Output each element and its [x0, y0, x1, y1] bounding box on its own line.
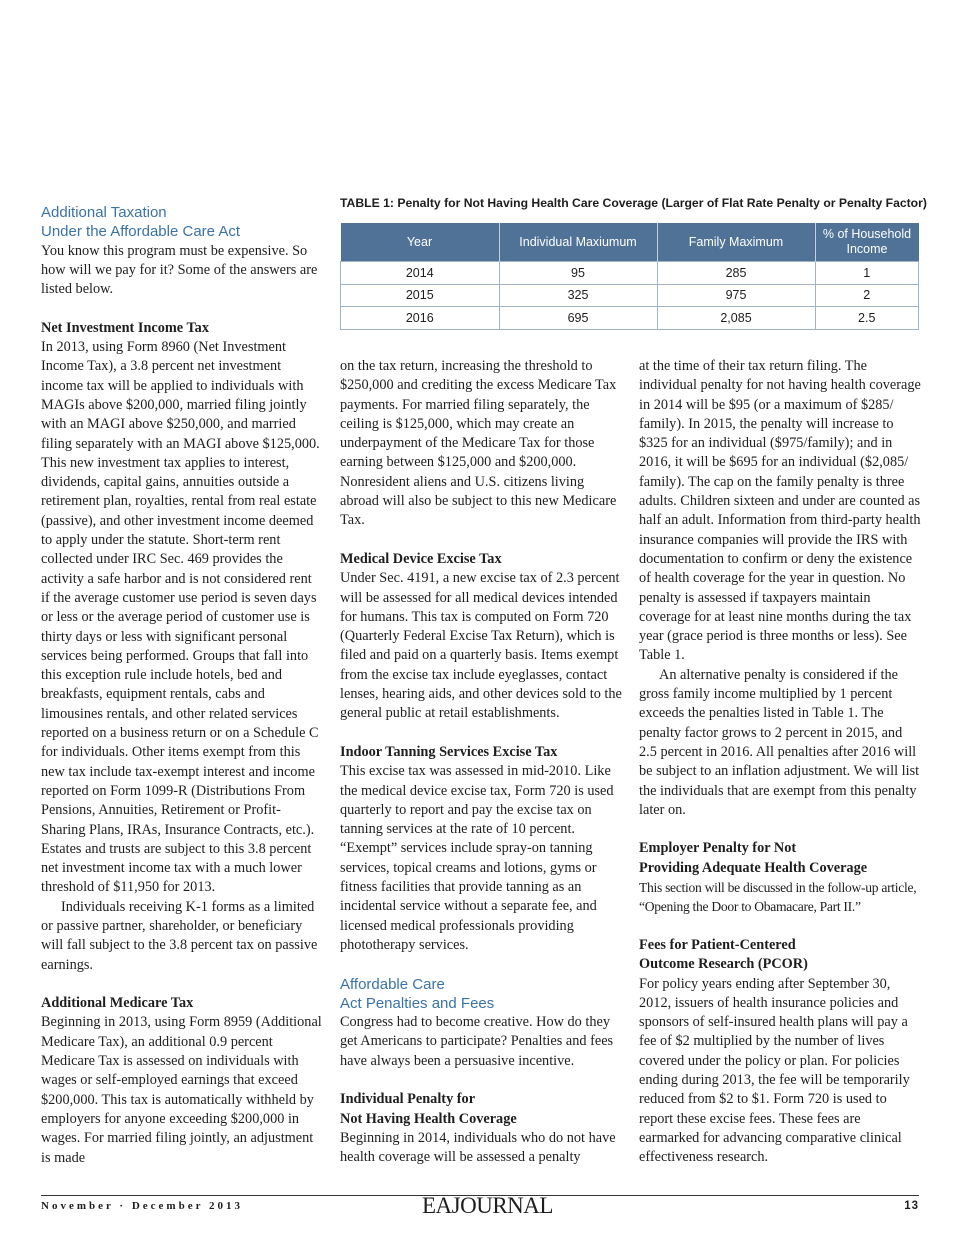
- pcor-paragraph: For policy years ending after September 30, 2012, issuers of health insurance policies and sponsors of self-insured health plans will pay a fee of $2 multiplied by the number of lives covered under the policy or plan. For policies ending during 2013, the fee will be temporarily reduced from $2 to $1. Form 720 is used to report these excise fees. These fees are earmarked for advancing comparative clinical effectiveness research.: [639, 975, 910, 1166]
- table-cell: 2015: [341, 284, 500, 307]
- device-tax-paragraph: Under Sec. 4191, a new excise tax of 2.3 percent will be assessed for all medical devices intended for humans. This tax is computed on Form 720 (Quarterly Federal Excise Tax Return), which is filed and paid on a quarterly basis. Items exempt from the excise tax include eyeglasses, contact lenses, hearing aids, and other devices sold to the general public at retail establishments.: [340, 570, 622, 722]
- table-row: [341, 307, 919, 330]
- niit-title: Net Investment Income Tax: [41, 319, 209, 336]
- section-heading-affordable-care: Affordable Care: [340, 975, 445, 993]
- table-row: [341, 284, 919, 307]
- table-cell: 695: [499, 307, 657, 330]
- niit-paragraph-1: In 2013, using Form 8960 (Net Investment Income Tax), a 3.8 percent net investment income tax will be applied to individuals with MAGIs above $200,000, married filing jointly with an MAGI above $250,000, and married filing separately with an MAGI above $125,000. This new investment tax applies to interest, dividends, capital gains, annuities outside a retirement plan, royalties, rental from real estate (passive), and other investment income deemed to apply under the statute. Short-term rent collected under IRC Sec. 469 provides the activity a safe harbor and is not considered rent if the average customer use period is seven days or less or the average period of customer use is thirty days or less with significant personal services being performed. Groups that fall into this exception rule include hotels, bed and breakfasts, equipment rentals, cabs and limousines rentals, and other related services reported on a business return or on a Schedule C for individuals. Other items exempt from this new tax include tax-exempt interest and income reported on Form 1099-R (Distributions From Pensions, Annuities, Retirement or Profit-Sharing Plans, IRAs, Insurance Contracts, etc.). Estates and trusts are subject to this 3.8 percent net investment income tax with a much lower threshold of $11,950 for 2013.: [41, 339, 320, 896]
- table-cell: 975: [657, 284, 815, 307]
- employer-penalty-paragraph: This section will be discussed in the follow-up article, “Opening the Door to Obamacare, Part II.”: [639, 880, 917, 915]
- intro-paragraph: You know this program must be expensive. So how will we pay for it? Some of the answers are listed below.: [41, 242, 318, 298]
- table-title: TABLE 1: Penalty for Not Having Health Care Coverage (Larger of Flat Rate Penalty or Penalty Factor): [340, 196, 927, 210]
- journal-logo: EAJOURNAL: [422, 1193, 553, 1218]
- alternative-penalty-paragraph: An alternative penalty is considered if the gross family income multiplied by 1 percent exceeds the penalties listed in Table 1. The penalty factor grows to 2 percent in 2015, and 2.5 percent in 2016. All penalties after 2016 will be subject to an inflation adjustment. We will list the individuals that are exempt from this penalty later on.: [639, 666, 920, 818]
- individual-penalty-continuation: at the time of their tax return filing. The individual penalty for not having health coverage in 2014 will be $95 (or a maximum of $285/ family). In 2015, the penalty will increase to $325 for an individual ($975/family); and in 2016, it will be $695 for an individual ($2,085/ family). The cap on the family penalty is three adults. Children sixteen and under are counted as half an adult. Information from third-party health insurance companies will provide the IRS with documentation to confirm or deny the existence of health coverage for the year in question. No penalty is assessed if taxpayers maintain coverage for at least nine months during the tax year (grace period is three months or less). See Table 1.: [639, 358, 921, 664]
- table-cell: 325: [499, 284, 657, 307]
- table-cell: 2014: [341, 262, 500, 285]
- device-tax-title: Medical Device Excise Tax: [340, 550, 502, 567]
- section-heading-aca: Under the Affordable Care Act: [41, 223, 241, 241]
- section-heading-additional-taxation: Additional Taxation: [41, 204, 167, 221]
- pcor-title-1: Fees for Patient-Centered: [639, 936, 796, 953]
- table-cell: 2.5: [815, 307, 919, 330]
- column-2: [340, 357, 623, 1167]
- table-cell: 2,085: [657, 307, 815, 330]
- table-cell: 285: [657, 262, 815, 285]
- table-header-individual: Individual Maxiumum: [499, 223, 657, 262]
- employer-penalty-title-2: Providing Adequate Health Coverage: [639, 859, 868, 876]
- employer-penalty-title-1: Employer Penalty for Not: [639, 840, 797, 857]
- penalty-table-block: [340, 195, 927, 330]
- column-1: [41, 203, 324, 1168]
- footer-issue-date: November · December 2013: [41, 1200, 244, 1212]
- individual-penalty-paragraph: Beginning in 2014, individuals who do not have health coverage will be assessed a penalty: [340, 1129, 616, 1166]
- tanning-tax-paragraph: This excise tax was assessed in mid-2010. Like the medical device excise tax, Form 720 is used quarterly to report and pay the excise tax on tanning services at the rate of 10 percent. “Exempt” services include spray-on tanning services, topical creams and lotions, gyms or fitness facilities that provide tanning as an incidental service without a separate fee, and licensed medical professionals providing phototherapy services.: [340, 763, 614, 953]
- table-cell: 95: [499, 262, 657, 285]
- page-number: 13: [904, 1200, 919, 1212]
- medicare-paragraph: Beginning in 2013, using Form 8959 (Additional Medicare Tax), an additional 0.9 percent Medicare Tax is assessed on individuals with wages or self-employed earnings that exceed $200,000. This tax is automatically withheld by employers for anyone exceeding $200,000 in wages. For married filing jointly, an adjustment is made: [41, 1014, 322, 1166]
- medicare-title: Additional Medicare Tax: [41, 995, 194, 1012]
- individual-penalty-title-1: Individual Penalty for: [340, 1091, 476, 1108]
- pcor-title-2: Outcome Research (PCOR): [639, 956, 808, 973]
- penalties-paragraph: Congress had to become creative. How do they get Americans to participate? Penalties and fees have always been a persuasive incentive.: [340, 1014, 614, 1069]
- table-header-family: Family Maximum: [657, 223, 815, 262]
- table-row: [341, 262, 919, 285]
- table-header-household-income: % of Household Income: [815, 223, 919, 262]
- table-cell: 1: [815, 262, 919, 285]
- section-heading-penalties-fees: Act Penalties and Fees: [340, 994, 495, 1012]
- individual-penalty-title-2: Not Having Health Coverage: [340, 1110, 517, 1127]
- table-header-year: Year: [341, 223, 500, 262]
- table-cell: 2: [815, 284, 919, 307]
- penalty-table: [340, 223, 919, 330]
- table-header-row: [341, 223, 919, 262]
- tanning-tax-title: Indoor Tanning Services Excise Tax: [340, 743, 558, 760]
- table-cell: 2016: [341, 307, 500, 330]
- medicare-continuation: on the tax return, increasing the threshold to $250,000 and crediting the excess Medicare Tax payments. For married filing separately, the ceiling is $125,000, which may create an underpayment of the Medicare Tax for those earning between $125,000 and $200,000. Nonresident aliens and U.S. citizens living abroad will also be subject to this new Medicare Tax.: [340, 358, 617, 529]
- niit-paragraph-2: Individuals receiving K-1 forms as a limited or passive partner, shareholder, or beneficiary will fall subject to the 3.8 percent tax on passive earnings.: [41, 898, 318, 973]
- column-3: [639, 357, 921, 1167]
